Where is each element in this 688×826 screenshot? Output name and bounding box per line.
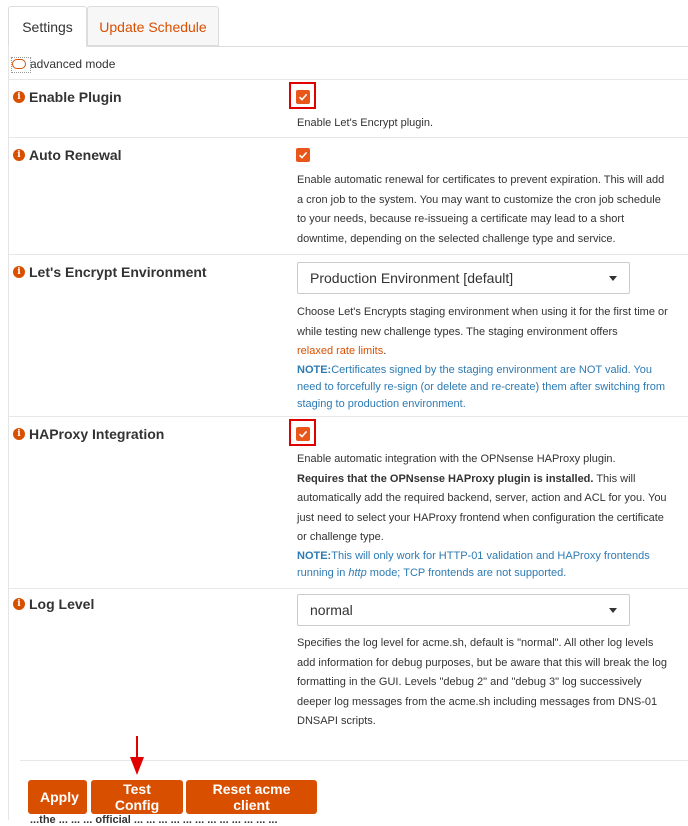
- enable-plugin-help: Enable Let's Encrypt plugin.: [297, 117, 434, 129]
- row-auto-renewal: [9, 137, 688, 255]
- auto-renewal-help: Enable automatic renewal for certificates to prevent expiration. This will add a cron job to the system. You may want to customize the cron job schedule to your needs, because re-issueing a certificate may lead to a short downtime, depending on the selected challenge type and service.: [297, 174, 665, 245]
- relaxed-rate-limits-link[interactable]: relaxed rate limits: [297, 345, 384, 357]
- arrow-down-icon: [130, 757, 144, 775]
- advanced-mode-toggle[interactable]: [12, 57, 115, 71]
- button-bar-divider: [20, 760, 688, 761]
- info-icon[interactable]: i: [13, 149, 25, 161]
- haproxy-checkbox[interactable]: [296, 427, 310, 441]
- auto-renewal-label: i Auto Renewal: [13, 147, 122, 163]
- tab-settings[interactable]: Settings: [8, 6, 87, 47]
- test-config-button[interactable]: Test Config: [91, 780, 183, 814]
- check-icon: [298, 92, 308, 102]
- auto-renewal-checkbox[interactable]: [296, 148, 310, 162]
- info-icon[interactable]: i: [13, 266, 25, 278]
- haproxy-label: i HAProxy Integration: [13, 426, 164, 442]
- row-log-level: [9, 588, 688, 739]
- info-icon[interactable]: i: [13, 428, 25, 440]
- environment-note: NOTE:Certificates signed by the staging environment are NOT valid. You need to forcefully re-sign (or delete and re-create) them after switching from staging to production environment.: [297, 363, 666, 410]
- row-environment: [9, 254, 688, 417]
- haproxy-help: Enable automatic integration with the OPNsense HAProxy plugin. Requires that the OPNsense HAProxy plugin is installed. This will automatically add the required backend, server, action and ACL for you. You just need to select your HAProxy frontend when configuration the certificate or challenge type. NOTE:This will only work for HTTP-01 validation and HAProxy frontends running in http mode; TCP frontends are not supported.: [297, 450, 669, 583]
- row-haproxy: [9, 416, 688, 589]
- environment-help: Choose Let's Encrypts staging environment when using it for the first time or while testing new challenge types. The staging environment offers relaxed rate limits. NOTE:Certificates signed by the staging environment are NOT valid. You need to forcefully re-sign (or delete and re-create) them after switching from staging to production environment.: [297, 303, 669, 414]
- enable-plugin-label: i Enable Plugin: [13, 89, 122, 105]
- row-enable-plugin: [9, 79, 688, 138]
- reset-acme-client-button[interactable]: Reset acme client: [186, 780, 317, 814]
- chevron-down-icon: [609, 276, 617, 281]
- apply-button[interactable]: Apply: [28, 780, 87, 814]
- tab-bar: [8, 6, 688, 47]
- advanced-mode-label: advanced mode: [30, 57, 116, 71]
- environment-select[interactable]: Production Environment [default]: [297, 262, 630, 294]
- toggle-icon[interactable]: [12, 59, 26, 69]
- info-icon[interactable]: i: [13, 598, 25, 610]
- chevron-down-icon: [609, 608, 617, 613]
- log-level-help: Specifies the log level for acme.sh, default is "normal". All other log levels add information for debug purposes, but be aware that this will break the log formatting in the GUI. Levels "debug 2" and "debug 3" log successively deeper log messages from the acme.sh including messages from DNS-01 DNSAPI scripts.: [297, 637, 667, 727]
- haproxy-note: NOTE:This will only work for HTTP-01 validation and HAProxy frontends running in http mode; TCP frontends are not supported.: [297, 549, 650, 579]
- enable-plugin-checkbox[interactable]: [296, 90, 310, 104]
- check-icon: [298, 429, 308, 439]
- log-level-label: i Log Level: [13, 596, 94, 612]
- environment-label: i Let's Encrypt Environment: [13, 264, 207, 280]
- cut-off-text: ...the ... ... ... official ... ... ... ... ... ... ... ... ... ... ... ...: [30, 814, 278, 826]
- tab-update-schedule[interactable]: Update Schedule: [87, 6, 219, 46]
- log-level-select[interactable]: normal: [297, 594, 630, 626]
- info-icon[interactable]: i: [13, 91, 25, 103]
- annotation-arrow: [136, 736, 138, 758]
- check-icon: [298, 150, 308, 160]
